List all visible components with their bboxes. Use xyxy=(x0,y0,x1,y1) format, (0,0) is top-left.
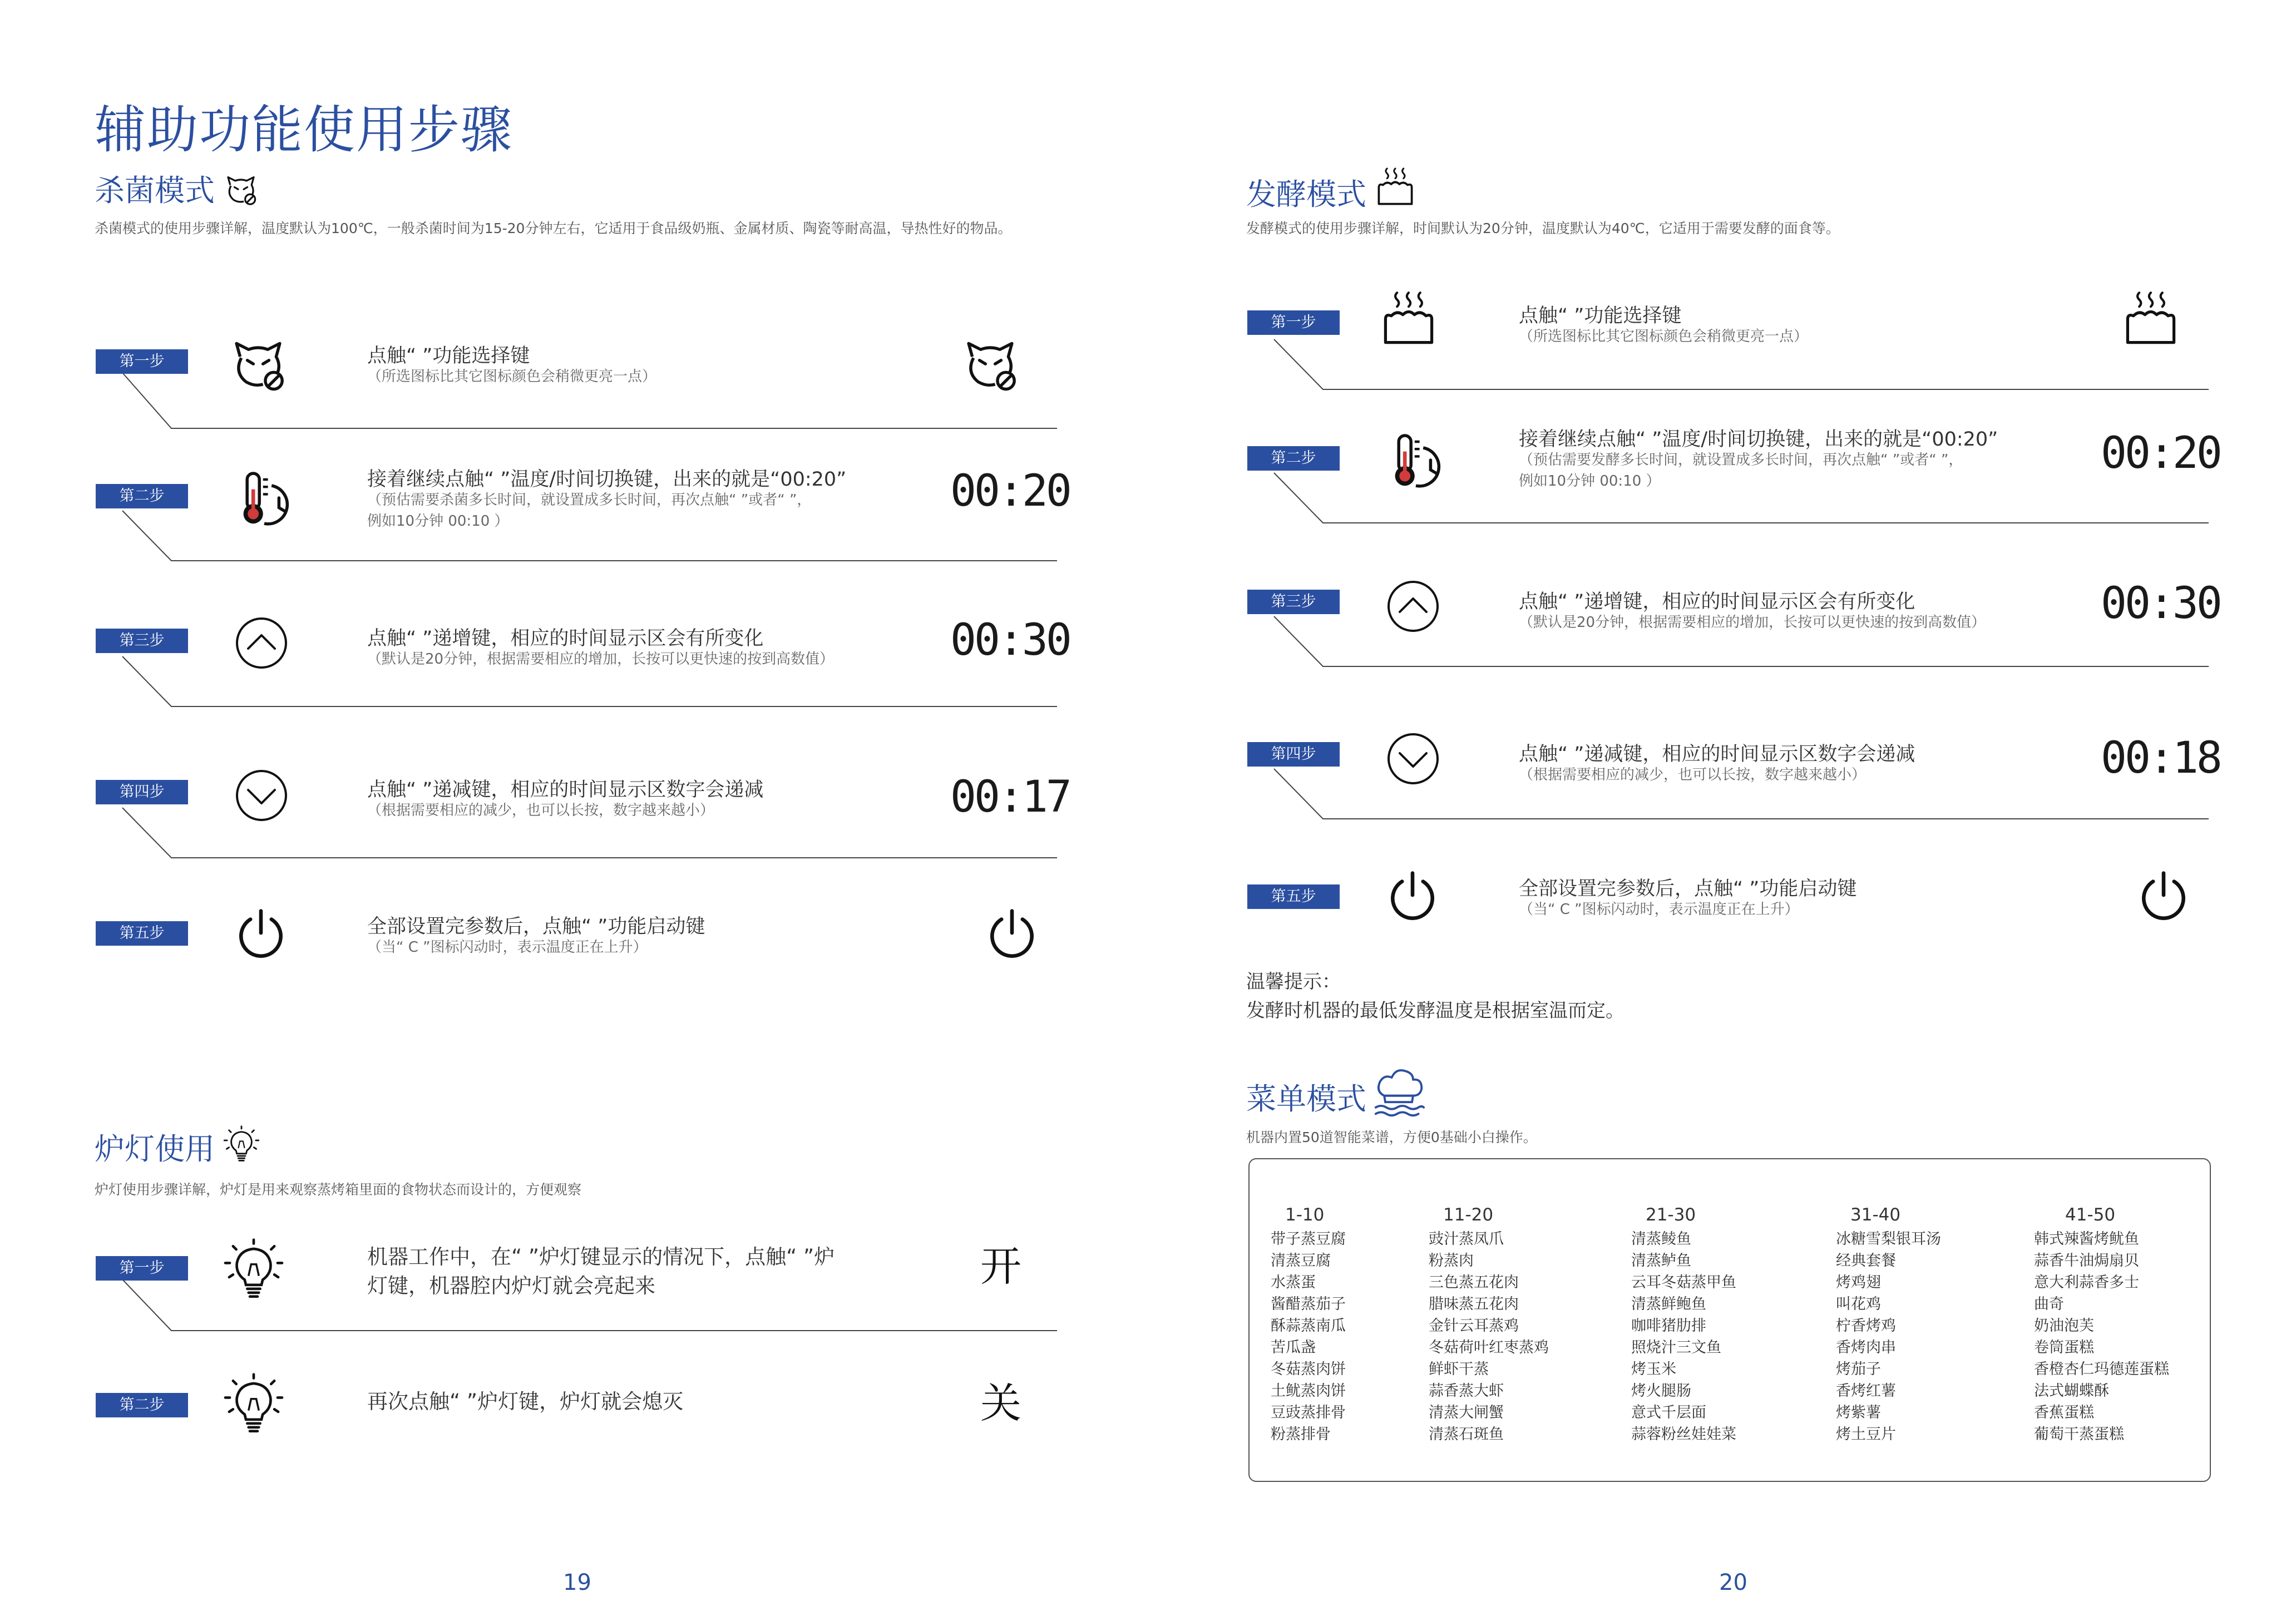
power-icon xyxy=(1386,869,1439,921)
menu-item: 咖啡猪肋排 xyxy=(1631,1317,1706,1335)
menu-column-head: 21-30 xyxy=(1646,1205,1696,1225)
menu-item: 清蒸石斑鱼 xyxy=(1429,1426,1504,1443)
power-icon xyxy=(986,907,1038,959)
menu-item: 酱醋蒸茄子 xyxy=(1271,1296,1346,1313)
step-note: （所选图标比其它图标颜色会稍微更亮一点） xyxy=(367,368,657,385)
menu-intro: 机器内置50道智能菜谱，方便0基础小白操作。 xyxy=(1246,1129,1537,1145)
tip-text: 发酵时机器的最低发酵温度是根据室温而定。 xyxy=(1246,1000,1625,1022)
chef-hat-icon xyxy=(1372,1065,1426,1118)
menu-item: 烤玉米 xyxy=(1631,1361,1676,1378)
menu-item: 带子蒸豆腐 xyxy=(1271,1230,1346,1248)
menu-item: 奶油泡芙 xyxy=(2034,1317,2094,1335)
menu-item: 三色蒸五花肉 xyxy=(1429,1274,1519,1291)
menu-item: 烤茄子 xyxy=(1836,1361,1881,1378)
time-display: 00:18 xyxy=(2101,733,2220,783)
lamp-intro: 炉灯使用步骤详解，炉灯是用来观察蒸烤箱里面的食物状态而设计的，方便观察 xyxy=(95,1182,582,1198)
ferment-intro: 发酵模式的使用步骤详解，时间默认为20分钟，温度默认为40℃，它适用于需要发酵的面食等。 xyxy=(1246,220,1840,236)
menu-item: 云耳冬菇蒸甲鱼 xyxy=(1631,1274,1736,1291)
step-tag: 第三步 xyxy=(96,629,188,653)
lamp-heading: 炉灯使用 xyxy=(95,1131,215,1167)
page-title: 辅助功能使用步骤 xyxy=(95,100,513,160)
menu-item: 经典套餐 xyxy=(1836,1252,1896,1269)
sterilize-icon xyxy=(228,333,288,393)
menu-column xyxy=(2034,1205,2201,1445)
lamp-step-line: 再次点触“ ”炉灯键，炉灯就会熄灭 xyxy=(367,1390,684,1414)
menu-column-head: 31-40 xyxy=(1850,1205,1901,1225)
time-display: 00:17 xyxy=(950,772,1070,822)
menu-item: 冬菇蒸肉饼 xyxy=(1271,1361,1346,1378)
lamp-step-line: 机器工作中，在“ ”炉灯键显示的情况下，点触“ ”炉 xyxy=(367,1245,835,1269)
lamp-state-off: 关 xyxy=(980,1380,1021,1427)
menu-item: 冰糖雪梨银耳汤 xyxy=(1836,1230,1941,1248)
menu-item: 水蒸蛋 xyxy=(1271,1274,1316,1291)
menu-item: 香橙杏仁玛德莲蛋糕 xyxy=(2034,1361,2169,1378)
menu-item: 柠香烤鸡 xyxy=(1836,1317,1896,1335)
menu-item: 蒜蓉粉丝娃娃菜 xyxy=(1631,1426,1736,1443)
bulb-icon xyxy=(221,1237,286,1302)
menu-column xyxy=(1271,1205,1410,1445)
menu-item: 葡萄干蒸蛋糕 xyxy=(2034,1426,2124,1443)
sterilize-heading: 杀菌模式 xyxy=(95,173,215,208)
menu-item: 烤鸡翅 xyxy=(1836,1274,1881,1291)
menu-column xyxy=(1429,1205,1607,1445)
menu-item: 酥蒜蒸南瓜 xyxy=(1271,1317,1346,1335)
step-note: （根据需要相应的减少，也可以长按，数字越来越小） xyxy=(1519,767,1867,783)
menu-item: 蒜香蒸大虾 xyxy=(1429,1382,1504,1400)
menu-item: 清蒸大闸蟹 xyxy=(1429,1404,1504,1421)
lamp-state-on: 开 xyxy=(980,1243,1021,1291)
menu-column xyxy=(1631,1205,1820,1445)
menu-table xyxy=(1248,1158,2211,1482)
sterilize-intro: 杀菌模式的使用步骤详解，温度默认为100℃，一般杀菌时间为15-20分钟左右，它适用于食品级奶瓶、金属材质、陶瓷等耐高温，导热性好的物品。 xyxy=(95,220,1012,236)
bulb-icon xyxy=(221,1372,286,1436)
step-instruction: 全部设置完参数后，点触“ ”功能启动键 xyxy=(1519,878,1857,900)
step-instruction: 点触“ ”递增键，相应的时间显示区会有所变化 xyxy=(1519,591,1915,613)
menu-column-head: 11-20 xyxy=(1443,1205,1494,1225)
step-note-example: 例如10分钟 00:10 ） xyxy=(367,513,509,530)
menu-item: 烤火腿肠 xyxy=(1631,1382,1691,1400)
menu-item: 清蒸鲮鱼 xyxy=(1631,1230,1691,1248)
step-tag: 第五步 xyxy=(96,921,188,946)
menu-item: 金针云耳蒸鸡 xyxy=(1429,1317,1519,1335)
menu-heading: 菜单模式 xyxy=(1246,1081,1366,1116)
time-display: 00:20 xyxy=(950,466,1070,516)
step-tag: 第一步 xyxy=(96,1256,188,1281)
step-instruction: 全部设置完参数后，点触“ ”功能启动键 xyxy=(367,916,705,938)
power-icon xyxy=(235,907,287,959)
step-tag: 第三步 xyxy=(1247,590,1340,614)
step-tag: 第二步 xyxy=(1247,446,1340,471)
menu-item: 意式千层面 xyxy=(1631,1404,1706,1421)
time-display: 00:20 xyxy=(2101,428,2220,478)
sterilize-icon xyxy=(960,333,1020,393)
menu-item: 烤土豆片 xyxy=(1836,1426,1896,1443)
menu-item: 照烧汁三文鱼 xyxy=(1631,1339,1721,1356)
menu-item: 粉蒸肉 xyxy=(1429,1252,1474,1269)
menu-item: 曲奇 xyxy=(2034,1296,2064,1313)
lamp-step-line: 灯键，机器腔内炉灯就会亮起来 xyxy=(367,1274,655,1298)
step-tag: 第四步 xyxy=(1247,742,1340,767)
step-instruction: 接着继续点触“ ”温度/时间切换键，出来的就是“00:20” xyxy=(1519,428,1998,451)
ferment-icon xyxy=(1375,167,1416,208)
time-display: 00:30 xyxy=(2101,579,2220,629)
menu-item: 香烤红薯 xyxy=(1836,1382,1896,1400)
step-note-example: 例如10分钟 00:10 ） xyxy=(1519,473,1661,490)
menu-item: 土鱿蒸肉饼 xyxy=(1271,1382,1346,1400)
menu-item: 烤紫薯 xyxy=(1836,1404,1881,1421)
menu-item: 粉蒸排骨 xyxy=(1271,1426,1331,1443)
step-note: （根据需要相应的减少，也可以长按，数字越来越小） xyxy=(367,802,715,819)
thermometer-clock-icon xyxy=(234,467,295,528)
step-tag: 第二步 xyxy=(96,1393,188,1417)
menu-item: 叫花鸡 xyxy=(1836,1296,1881,1313)
step-tag: 第一步 xyxy=(96,349,188,374)
step-instruction: 接着继续点触“ ”温度/时间切换键，出来的就是“00:20” xyxy=(367,468,847,491)
step-note: （预估需要发酵多长时间，就设置成多长时间，再次点触“ ”或者“ ”， xyxy=(1519,452,1963,468)
menu-column-head: 41-50 xyxy=(2065,1205,2116,1225)
ferment-heading: 发酵模式 xyxy=(1246,177,1366,212)
menu-item: 豉汁蒸凤爪 xyxy=(1429,1230,1504,1248)
menu-item: 苦瓜盏 xyxy=(1271,1339,1316,1356)
power-icon xyxy=(2137,869,2190,921)
step-tag: 第五步 xyxy=(1247,884,1340,909)
tip-label: 温馨提示： xyxy=(1246,971,1341,993)
time-display: 00:30 xyxy=(950,615,1070,665)
menu-column-head: 1-10 xyxy=(1285,1205,1325,1225)
menu-item: 腊味蒸五花肉 xyxy=(1429,1296,1519,1313)
step-note: （默认是20分钟，根据需要相应的增加，长按可以更快速的按到高数值） xyxy=(367,651,835,668)
step-note: （当“ C ”图标闪动时，表示温度正在上升） xyxy=(1519,901,1799,918)
step-instruction: 点触“ ”递增键，相应的时间显示区会有所变化 xyxy=(367,627,764,650)
menu-item: 清蒸豆腐 xyxy=(1271,1252,1331,1269)
menu-item: 清蒸鲈鱼 xyxy=(1631,1252,1691,1269)
lamp-heading-row xyxy=(95,1125,261,1168)
ferment-icon xyxy=(1380,290,1438,348)
menu-item: 香蕉蛋糕 xyxy=(2034,1404,2094,1421)
menu-item: 意大利蒜香多士 xyxy=(2034,1274,2139,1291)
menu-item: 蒜香牛油焗扇贝 xyxy=(2034,1252,2139,1269)
decrease-icon xyxy=(1385,731,1441,787)
step-note: （所选图标比其它图标颜色会稍微更亮一点） xyxy=(1519,328,1809,345)
decrease-icon xyxy=(234,768,289,823)
menu-item: 香烤肉串 xyxy=(1836,1339,1896,1356)
step-note: （预估需要杀菌多长时间，就设置成多长时间，再次点触“ ”或者“ ”， xyxy=(367,492,812,508)
step-tag: 第四步 xyxy=(96,780,188,804)
step-tag: 第二步 xyxy=(96,484,188,508)
increase-icon xyxy=(1385,579,1441,634)
step-instruction: 点触“ ”功能选择键 xyxy=(1519,305,1682,327)
increase-icon xyxy=(234,615,289,671)
menu-heading-row xyxy=(1246,1065,1426,1118)
menu-item: 冬菇荷叶红枣蒸鸡 xyxy=(1429,1339,1549,1356)
bulb-icon xyxy=(222,1125,261,1164)
step-tag: 第一步 xyxy=(1247,310,1340,335)
ferment-heading-row xyxy=(1246,167,1416,214)
menu-item: 韩式辣酱烤鱿鱼 xyxy=(2034,1230,2139,1248)
menu-column xyxy=(1836,1205,2025,1445)
menu-item: 法式蝴蝶酥 xyxy=(2034,1382,2109,1400)
step-note: （默认是20分钟，根据需要相应的增加，长按可以更快速的按到高数值） xyxy=(1519,614,1986,631)
menu-item: 鲜虾干蒸 xyxy=(1429,1361,1489,1378)
page-number: 20 xyxy=(1719,1570,1747,1595)
menu-item: 清蒸鲜鲍鱼 xyxy=(1631,1296,1706,1313)
thermometer-clock-icon xyxy=(1385,429,1446,491)
step-note: （当“ C ”图标闪动时，表示温度正在上升） xyxy=(367,939,648,956)
page-number: 19 xyxy=(563,1570,591,1595)
step-instruction: 点触“ ”递减键，相应的时间显示区数字会递减 xyxy=(367,779,764,801)
menu-item: 卷筒蛋糕 xyxy=(2034,1339,2094,1356)
step-instruction: 点触“ ”递减键，相应的时间显示区数字会递减 xyxy=(1519,743,1915,765)
menu-item: 豆豉蒸排骨 xyxy=(1271,1404,1346,1421)
step-instruction: 点触“ ”功能选择键 xyxy=(367,345,530,367)
ferment-icon xyxy=(2122,290,2180,348)
